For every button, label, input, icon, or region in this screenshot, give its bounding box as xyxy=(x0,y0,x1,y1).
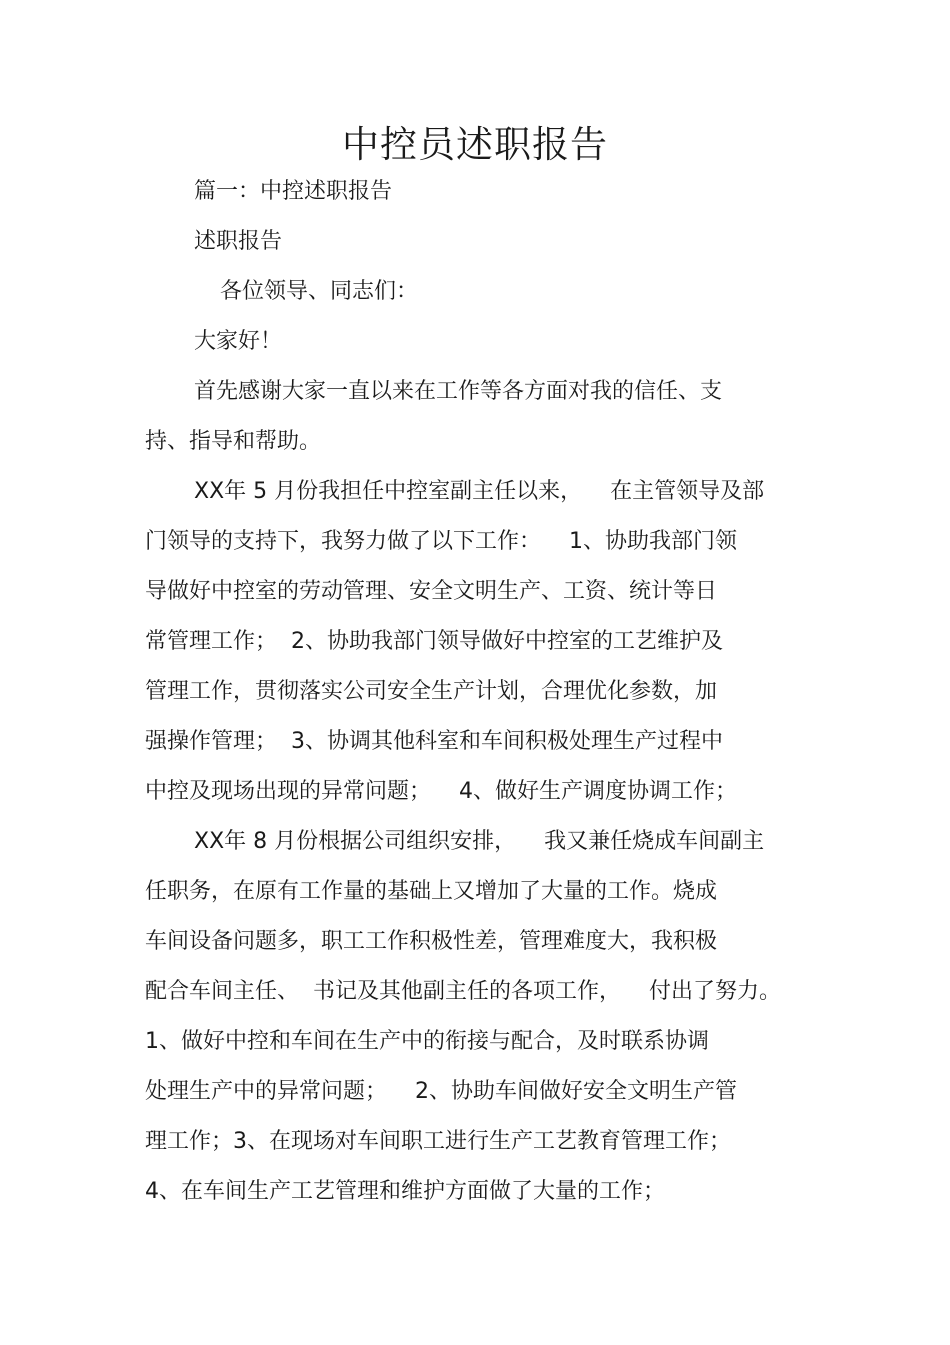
body-line: 处理生产中的异常问题； 2、协助车间做好安全文明生产管 xyxy=(145,1079,737,1104)
body-line: 4、在车间生产工艺管理和维护方面做了大量的工作； xyxy=(145,1179,665,1204)
body-line: 首先感谢大家一直以来在工作等各方面对我的信任、支 xyxy=(194,379,723,404)
document-title: 中控员述职报告 xyxy=(342,123,608,166)
body-line: 常管理工作； 2、协助我部门领导做好中控室的工艺维护及 xyxy=(145,629,723,654)
body-line: 强操作管理； 3、协调其他科室和车间积极处理生产过程中 xyxy=(145,729,723,754)
report-subtitle: 述职报告 xyxy=(194,229,283,254)
body-line: XX年 5 月份我担任中控室副主任以来， 在主管领导及部 xyxy=(194,479,765,504)
greeting: 大家好！ xyxy=(194,329,283,354)
body-line: XX年 8 月份根据公司组织安排， 我又兼任烧成车间副主 xyxy=(194,829,765,854)
salutation: 各位领导、同志们： xyxy=(220,279,419,304)
body-line: 门领导的支持下，我努力做了以下工作： 1、协助我部门领 xyxy=(145,529,737,554)
section-heading: 篇一：中控述职报告 xyxy=(194,179,393,204)
body-line: 任职务，在原有工作量的基础上又增加了大量的工作。烧成 xyxy=(145,879,718,904)
body-line: 中控及现场出现的异常问题； 4、做好生产调度协调工作； xyxy=(145,779,737,804)
body-line: 1、做好中控和车间在生产中的衔接与配合，及时联系协调 xyxy=(145,1029,709,1054)
body-line: 管理工作，贯彻落实公司安全生产计划，合理优化参数，加 xyxy=(145,679,718,704)
body-line: 车间设备问题多，职工工作积极性差，管理难度大，我积极 xyxy=(145,929,718,954)
body-line: 配合车间主任、 书记及其他副主任的各项工作， 付出了努力。 xyxy=(145,979,781,1004)
body-line: 导做好中控室的劳动管理、安全文明生产、工资、统计等日 xyxy=(145,579,718,604)
body-line: 持、指导和帮助。 xyxy=(145,429,322,454)
body-line: 理工作；3、在现场对车间职工进行生产工艺教育管理工作； xyxy=(145,1129,731,1154)
